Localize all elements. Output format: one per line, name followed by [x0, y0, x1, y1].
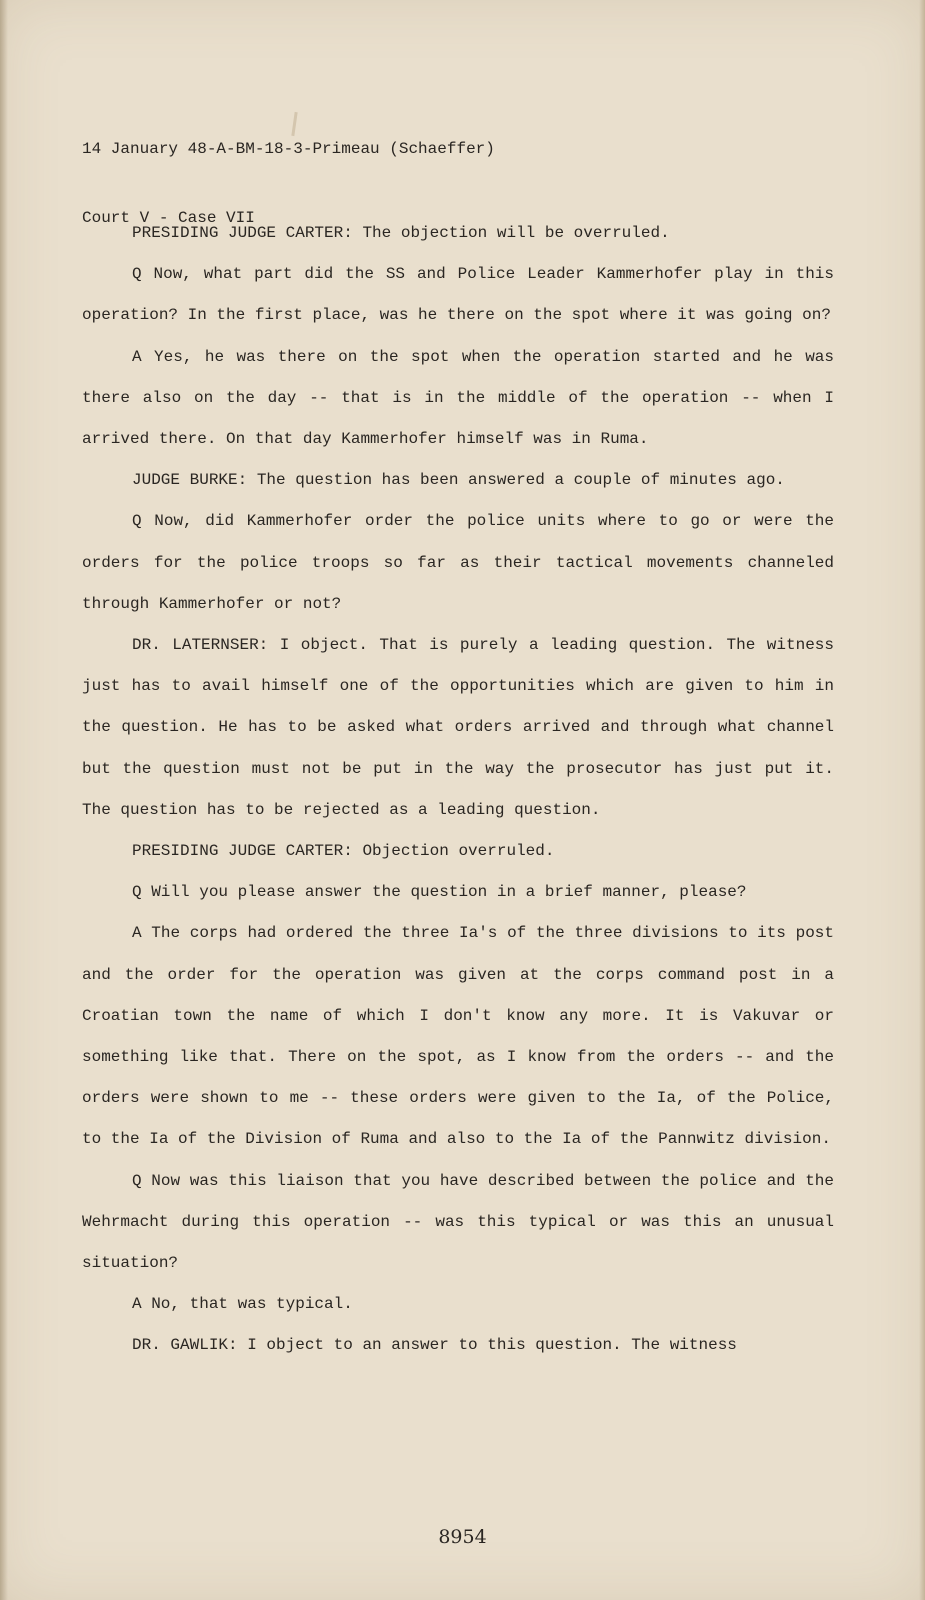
- transcript-paragraph: DR. LATERNSER: I object. That is purely a leading question. The witness just has to avail himself one of the opportunities which are given to him in the question. He has to be asked what orders arrived and through what channel but the question must not be put in the way the prosecutor has just put it. The question has to be rejected as a leading question.: [82, 636, 834, 819]
- page-edge-left: [0, 0, 8, 1600]
- transcript-paragraph: Q Now was this liaison that you have described between the police and the Wehrmacht during this operation -- was this typical or was this an unusual situation?: [82, 1171, 834, 1273]
- transcript-paragraph: A Yes, he was there on the spot when the operation started and he was there also on the day -- that is in the middle of the operation -- when I arrived there. On that day Kammerhofer himself was in Ruma.: [82, 347, 834, 449]
- transcript-paragraph: PRESIDING JUDGE CARTER: Objection overruled.: [132, 842, 555, 861]
- transcript-paragraph: Q Will you please answer the question in a brief manner, please?: [132, 883, 747, 902]
- transcript-paragraph: JUDGE BURKE: The question has been answered a couple of minutes ago.: [132, 471, 785, 490]
- transcript-paragraph: A The corps had ordered the three Ia's of the three divisions to its post and the order for the operation was given at the corps command post in a Croatian town the name of which I don't know any more. It is Vakuvar or something like that. There on the spot, as I know from the orders -- and the orders were shown to me -- these orders were given to the Ia, of the Police, to the Ia of the Division of Ruma and also to the Ia of the Pannwitz division.: [82, 924, 834, 1149]
- transcript-paragraph: Q Now, what part did the SS and Police Leader Kammerhofer play in this operation? In the first place, was he there on the spot where it was going on?: [82, 265, 834, 325]
- page-edge-right: [919, 0, 925, 1600]
- transcript-paragraph: DR. GAWLIK: I object to an answer to this question. The witness: [132, 1336, 737, 1355]
- header-date-reference: 14 January 48-A-BM-18-3-Primeau (Schaeffer): [82, 140, 495, 158]
- header-court-case: Court V - Case VII: [82, 209, 255, 227]
- page-number: 8954: [438, 1526, 487, 1548]
- transcript-paragraph: A No, that was typical.: [132, 1295, 353, 1314]
- transcript-paragraph: Q Now, did Kammerhofer order the police units where to go or were the orders for the police troops so far as their tactical movements channeled through Kammerhofer or not?: [82, 512, 834, 613]
- transcript-paragraph: PRESIDING JUDGE CARTER: The objection will be overruled.: [132, 224, 670, 242]
- transcript-body: [82, 213, 834, 1367]
